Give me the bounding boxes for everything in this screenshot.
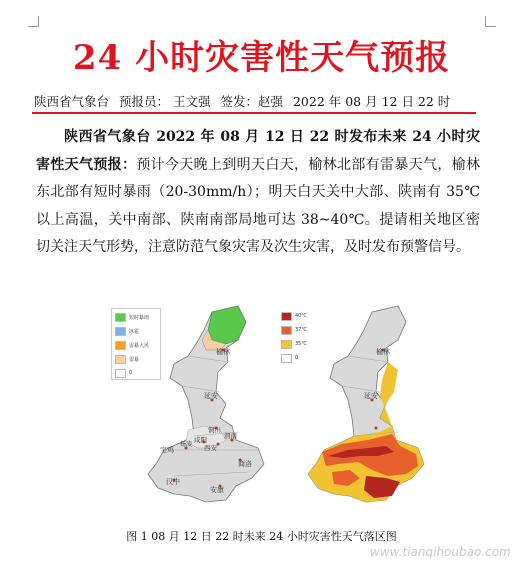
legend-swatch <box>115 327 126 336</box>
forecast-paragraph <box>36 124 480 262</box>
left-map-shaanxi <box>148 306 264 502</box>
legend-item: 雷暴大风 <box>115 339 160 351</box>
city-label: 汉中 <box>166 478 180 486</box>
legend-item: 35℃ <box>281 338 316 350</box>
red-divider <box>32 112 476 114</box>
forecaster: 预报员： 王文强 <box>119 94 211 109</box>
header-meta <box>34 92 474 110</box>
legend-item: 雷暴 <box>115 353 160 365</box>
legend-swatch <box>115 313 126 322</box>
city-label: 渭南 <box>224 432 237 440</box>
legend-item: 0 <box>115 367 160 379</box>
issue-datetime: 2022 年 08 月 12 日 22 时 <box>292 94 451 109</box>
issuer: 签发：赵强 <box>220 94 283 109</box>
legend-item: 短时暴雨 <box>115 311 160 323</box>
city-label: 杨凌 <box>180 441 193 448</box>
legend-item: 37℃ <box>281 324 316 336</box>
right-map-legend <box>278 308 316 364</box>
city-label: 铜川 <box>208 426 221 434</box>
legend-item: 冰雹 <box>115 325 160 337</box>
city-label: 宝鸡 <box>160 446 174 454</box>
forecast-text: 预计今天晚上到明天白天，榆林北部有雷暴天气，榆林东北部有短时暴雨（20-30mm/h）；明天白天关中大部、陕南有 35℃以上高温，关中南部、陕南南部局地可达 38~40℃。提请相关地区密切关注天气形势，注意防范气象灾害及次生灾害，及时发布预警信号。 <box>36 156 481 255</box>
city-label: 榆林 <box>376 348 390 356</box>
legend-item: 0 <box>281 352 316 364</box>
legend-swatch <box>281 312 292 321</box>
legend-swatch <box>115 369 126 378</box>
forecast-lead: 陕西省气象台 2022 年 08 月 12 日 22 时发布未来 24 小时灾害性天气预报： <box>36 129 480 173</box>
legend-swatch <box>115 355 126 364</box>
left-map-legend <box>111 308 161 380</box>
city-label: 延安 <box>364 392 378 400</box>
watermark: www.tianqihoubao.com <box>370 545 511 559</box>
legend-item: 40℃ <box>281 310 316 322</box>
document-title: 24 小时灾害性天气预报 <box>72 38 451 78</box>
legend-swatch <box>281 354 292 363</box>
city-label: 榆林 <box>216 348 230 356</box>
legend-swatch <box>281 326 292 335</box>
legend-swatch <box>281 340 292 349</box>
city-label: 西安 <box>204 444 217 452</box>
right-map-shaanxi <box>308 306 424 502</box>
city-label: 安康 <box>210 486 224 494</box>
city-label: 延安 <box>204 392 218 400</box>
city-label: 商洛 <box>238 460 252 468</box>
issuing-org: 陕西省气象台 <box>34 94 110 109</box>
legend-swatch <box>115 341 126 350</box>
city-label: 咸阳 <box>194 436 207 444</box>
forecast-maps <box>108 300 438 512</box>
figure-caption: 图 1 08 月 12 日 22 时未来 24 小时灾害性天气落区图 <box>126 530 397 543</box>
page-corner-mark <box>485 16 496 27</box>
page-corner-mark <box>28 16 39 27</box>
